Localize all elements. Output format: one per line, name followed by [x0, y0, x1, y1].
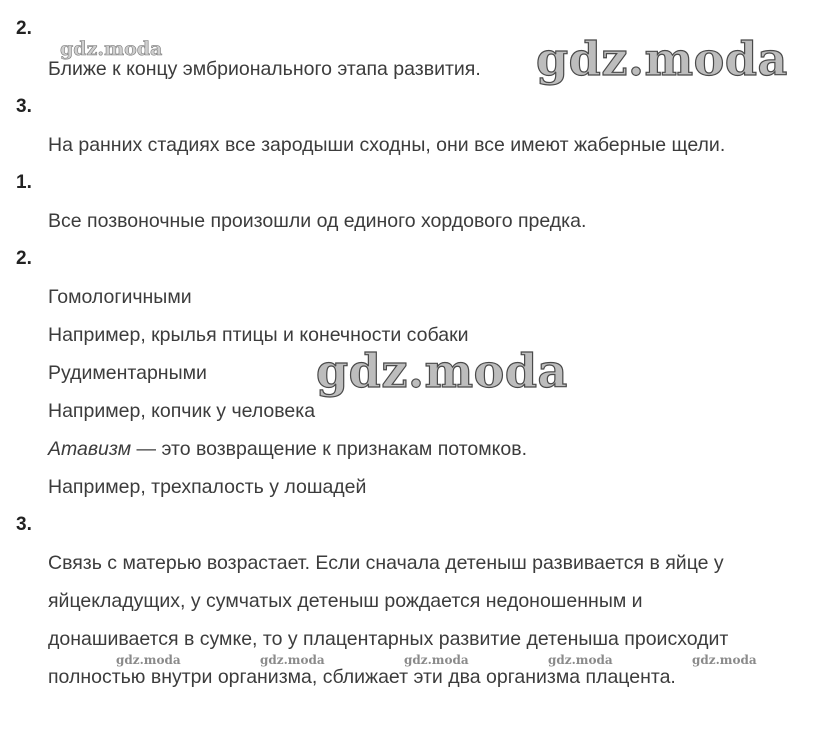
answer-line: яйцекладущих, у сумчатых детеныш рождается недоношенным и — [48, 590, 643, 612]
term-definition: — это возвращение к признакам потомков. — [136, 438, 528, 460]
item-number: 1. — [16, 172, 32, 193]
watermark-small: gdz.moda — [60, 38, 163, 60]
answer-line: Например, трехпалость у лошадей — [48, 476, 367, 498]
answer-line: полностью внутри организма, сближает эти два организма плацента. — [48, 666, 676, 688]
answer-line: Например, крылья птицы и конечности собаки — [48, 324, 469, 346]
answer-line: Например, копчик у человека — [48, 400, 316, 422]
watermark-large: gdz.moda — [536, 32, 788, 86]
item-number: 3. — [16, 96, 32, 117]
answer-line: Рудиментарными — [48, 362, 207, 384]
answer-line: донашивается в сумке, то у плацентарных развитие детеныша происходит — [48, 628, 729, 650]
answer-line: Ближе к концу эмбрионального этапа развития. — [48, 58, 481, 80]
watermark-tiny: gdz.moda — [548, 653, 613, 667]
item-number: 2. — [16, 18, 32, 39]
answer-line: Связь с матерью возрастает. Если сначала детеныш развивается в яйце у — [48, 552, 724, 574]
item-number: 3. — [16, 514, 32, 535]
answer-line — [48, 438, 527, 461]
answer-line: Гомологичными — [48, 286, 192, 308]
term-atavism: Атавизм — [48, 438, 132, 460]
answer-line: Все позвоночные произошли од единого хордового предка. — [48, 210, 587, 232]
watermark-tiny: gdz.moda — [404, 653, 469, 667]
watermark-tiny: gdz.moda — [116, 653, 181, 667]
watermark-tiny: gdz.moda — [260, 653, 325, 667]
answer-line: На ранних стадиях все зародыши сходны, они все имеют жаберные щели. — [48, 134, 726, 156]
watermark-large: gdz.moda — [316, 344, 568, 398]
item-number: 2. — [16, 248, 32, 269]
watermark-tiny: gdz.moda — [692, 653, 757, 667]
